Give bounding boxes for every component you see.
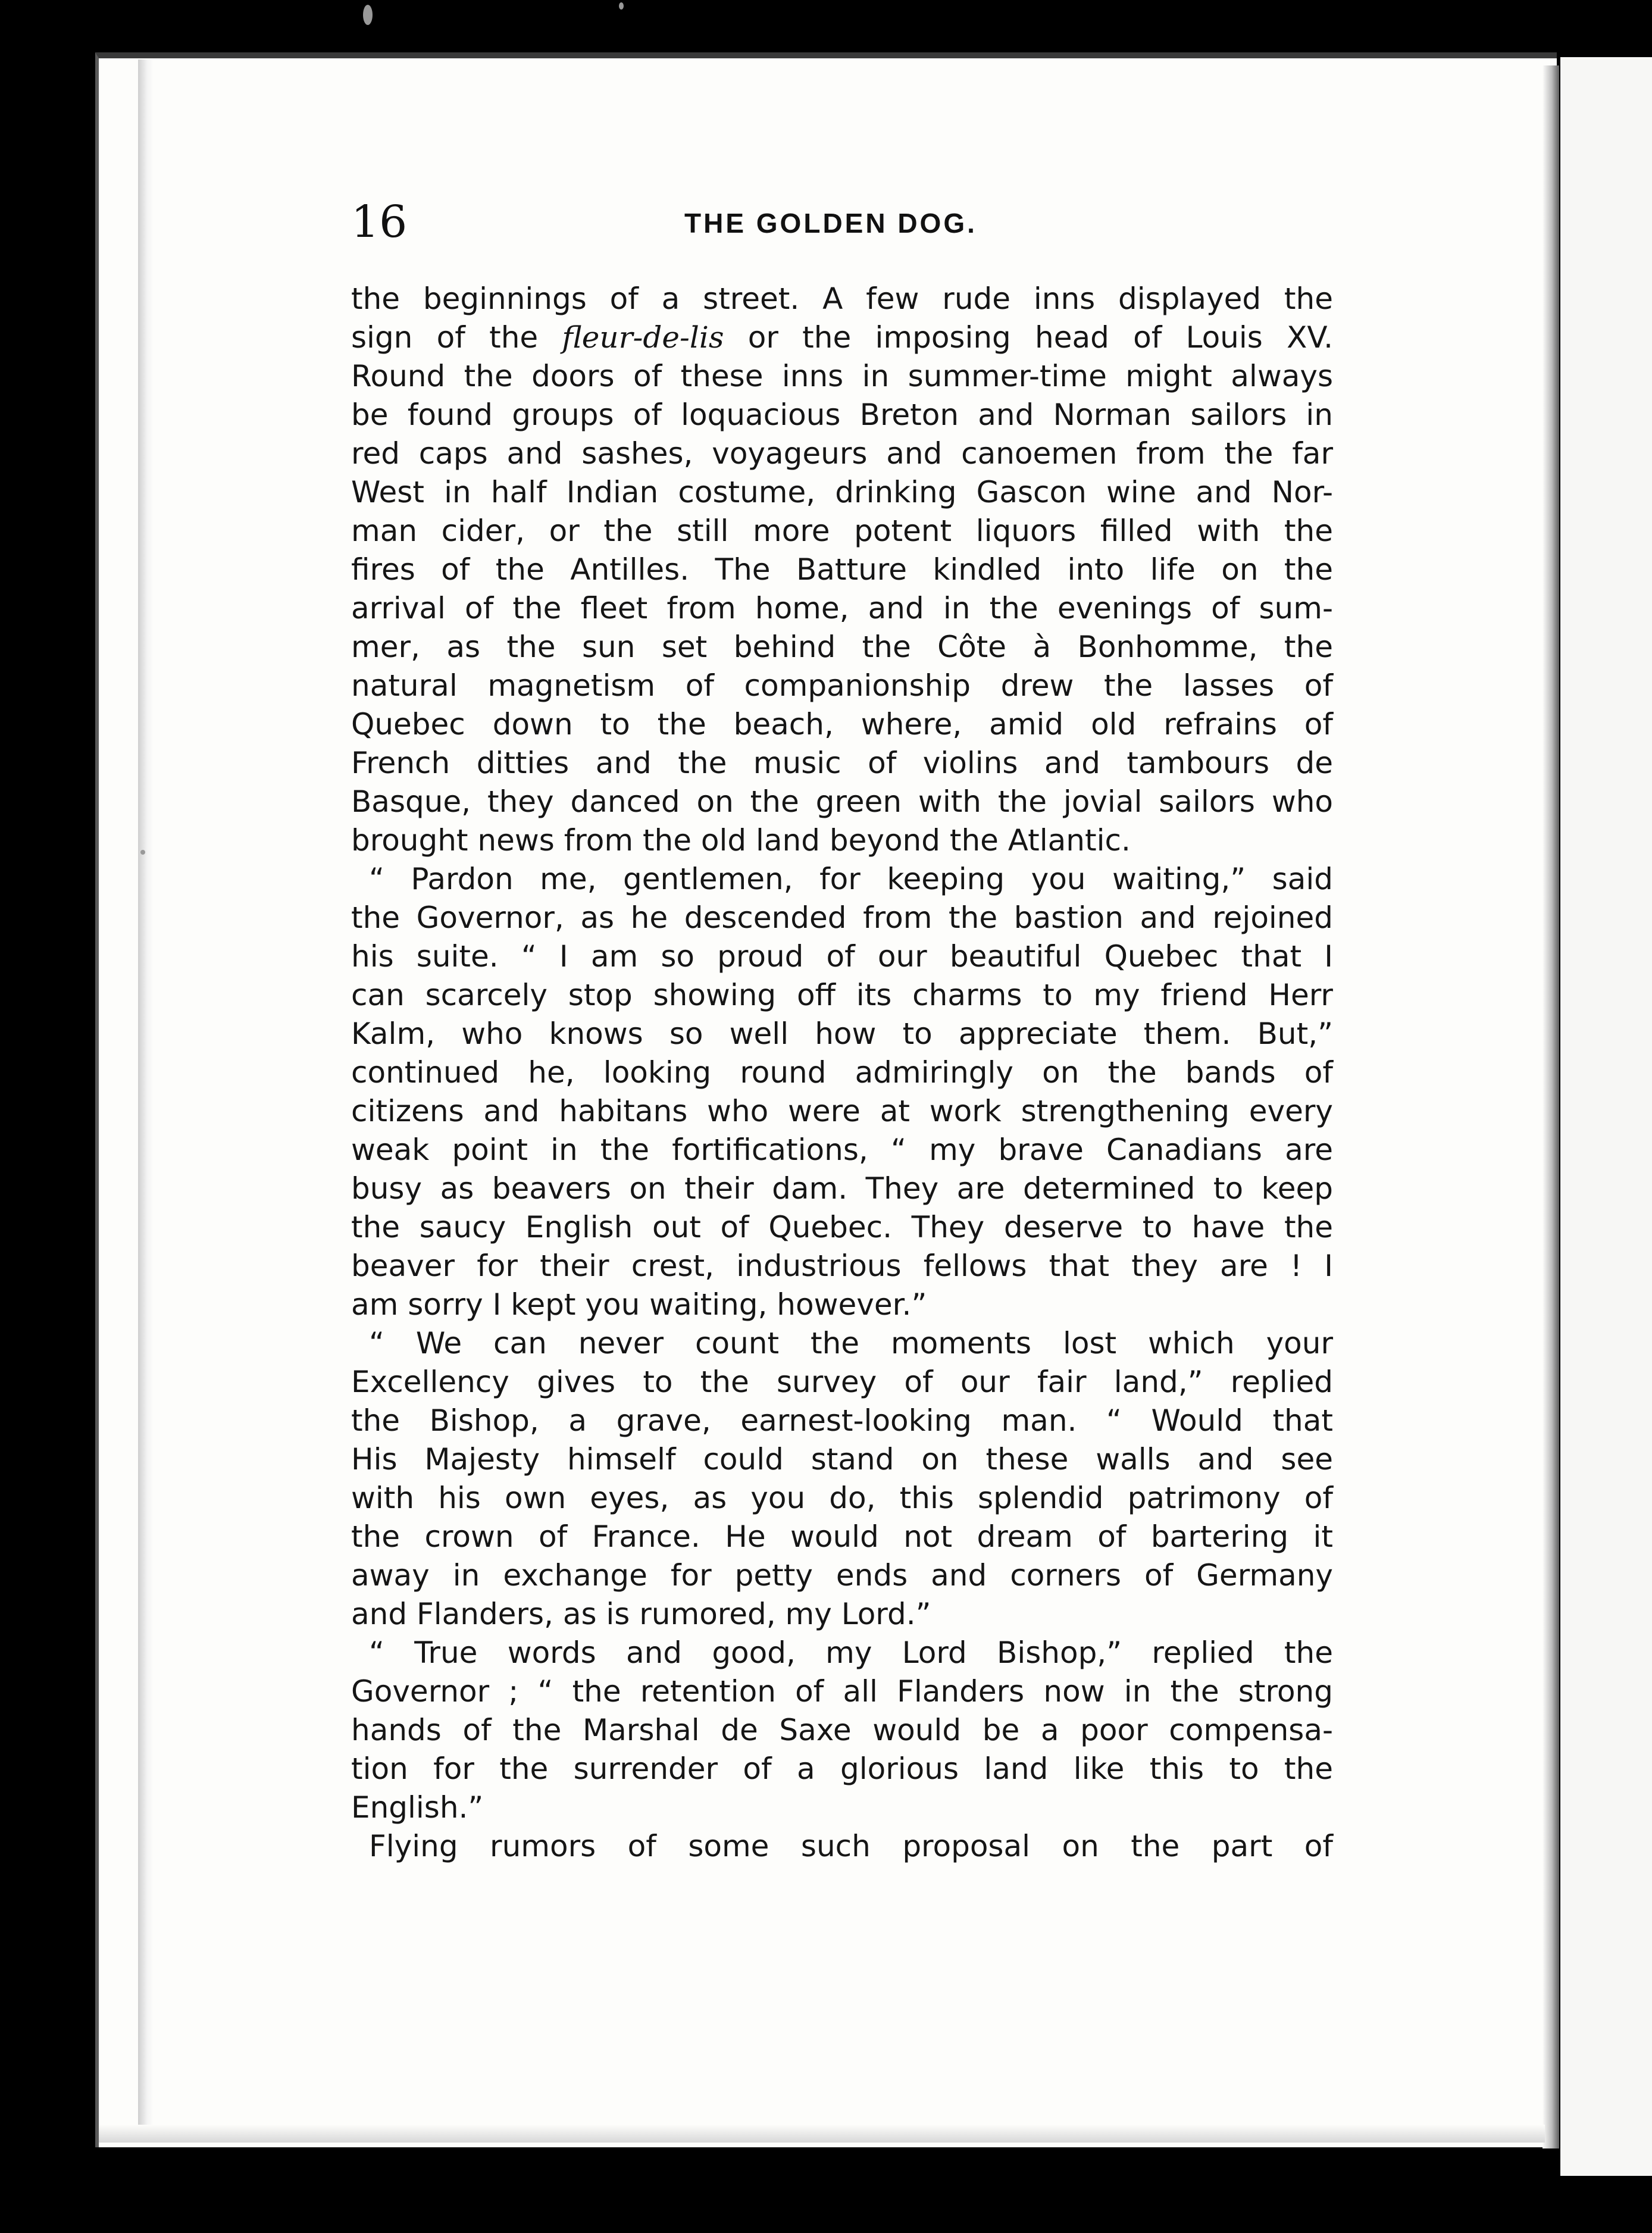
text-line: Round the doors of these inns in summer-time might always [351, 359, 1333, 393]
text-line: fires of the Antilles. The Batture kindled into life on the [351, 552, 1333, 587]
scan-speck [363, 5, 373, 25]
text-line: tion for the surrender of a glorious land like this to the [351, 1752, 1333, 1786]
text-line: English.” [351, 1790, 484, 1825]
italic-phrase: fleur-de-lis [562, 320, 724, 355]
text-line: the Governor, as he descended from the bastion and rejoined [351, 900, 1333, 935]
text-line: Quebec down to the beach, where, amid old refrains of [351, 707, 1333, 742]
text-line: brought news from the old land beyond the Atlantic. [351, 823, 1131, 858]
text-line: continued he, looking round admiringly on the bands of [351, 1055, 1333, 1090]
text-line: away in exchange for petty ends and corners of Germany [351, 1558, 1333, 1593]
text-line: “ Pardon me, gentlemen, for keeping you waiting,” said [369, 862, 1333, 896]
text-line: citizens and habitans who were at work strengthening every [351, 1094, 1333, 1128]
text-line: red caps and sashes, voyageurs and canoemen from the far [351, 436, 1333, 471]
text-line: weak point in the fortifications, “ my brave Canadians are [351, 1133, 1333, 1167]
text-line: His Majesty himself could stand on these walls and see [351, 1442, 1333, 1477]
text-line: busy as beavers on their dam. They are determined to keep [351, 1171, 1333, 1206]
text-line: Basque, they danced on the green with the jovial sailors who [351, 784, 1333, 819]
text-line: am sorry I kept you waiting, however.” [351, 1287, 927, 1322]
text-line: Kalm, who knows so well how to appreciate them. But,” [351, 1017, 1333, 1051]
page-inner-edge [138, 60, 154, 2131]
text-line: sign of the fleur-de-lis or the imposing head of Louis XV. [351, 320, 1333, 355]
text-line: the beginnings of a street. A few rude inns displayed the [351, 282, 1333, 316]
text-line: be found groups of loquacious Breton and Norman sailors in [351, 398, 1333, 432]
text-line: natural magnetism of companionship drew the lasses of [351, 668, 1333, 703]
text-line: mer, as the sun set behind the Côte à Bonhomme, the [351, 630, 1333, 664]
text-line: can scarcely stop showing off its charms to my friend Herr [351, 978, 1333, 1012]
text-line: the saucy English out of Quebec. They deserve to have the [351, 1210, 1333, 1244]
text-line: beaver for their crest, industrious fellows that they are ! I [351, 1249, 1333, 1283]
text-line: “ True words and good, my Lord Bishop,” replied the [369, 1635, 1333, 1670]
text-line: arrival of the fleet from home, and in the evenings of sum- [351, 591, 1333, 626]
scan-speck [619, 2, 624, 10]
text-line: French ditties and the music of violins and tambours de [351, 746, 1333, 780]
text-line: “ We can never count the moments lost which your [369, 1326, 1333, 1361]
text-line: Excellency gives to the survey of our fair land,” replied [351, 1365, 1333, 1399]
text-line: hands of the Marshal de Saxe would be a poor compensa- [351, 1713, 1333, 1747]
text-line: West in half Indian costume, drinking Gascon wine and Nor- [351, 475, 1333, 509]
text-line: the Bishop, a grave, earnest-looking man. “ Would that [351, 1403, 1333, 1438]
text-line: the crown of France. He would not dream of bartering it [351, 1519, 1333, 1554]
text-line: Flying rumors of some such proposal on the part of [369, 1829, 1333, 1863]
text-line: Governor ; “ the retention of all Flanders now in the strong [351, 1674, 1333, 1709]
page-gutter-shadow [1543, 65, 1559, 2148]
text-line: his suite. “ I am so proud of our beautiful Quebec that I [351, 939, 1333, 974]
page-bottom-edge [99, 2125, 1545, 2143]
running-header [351, 196, 1339, 250]
page-body [351, 280, 1333, 1866]
text-line: and Flanders, as is rumored, my Lord.” [351, 1597, 931, 1631]
text-line: man cider, or the still more potent liquors filled with the [351, 514, 1333, 548]
facing-page-edge [1560, 57, 1652, 2176]
page-number: 16 [351, 196, 408, 248]
running-title: THE GOLDEN DOG. [684, 208, 977, 239]
text-line: with his own eyes, as you do, this splendid patrimony of [351, 1481, 1333, 1515]
scan-speck [140, 850, 145, 855]
